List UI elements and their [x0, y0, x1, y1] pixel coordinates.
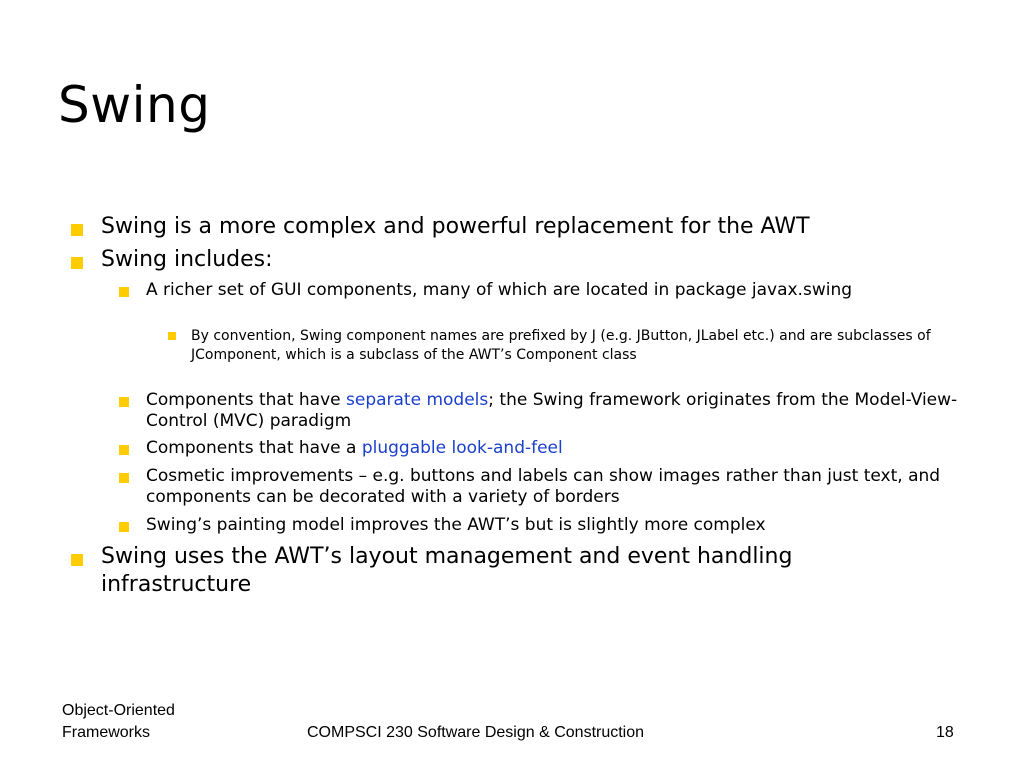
- footer-course-topic: Object-Oriented Frameworks: [62, 702, 175, 741]
- bullet-marker: [119, 522, 129, 532]
- bullet-marker: [119, 473, 129, 483]
- bullet-marker: [71, 554, 83, 566]
- sub-bullet-text: Cosmetic improvements – e.g. buttons and labels can show images rather than just text, and components can be decorated with a variety of borders: [146, 466, 941, 507]
- sub-bullet-item: [146, 466, 966, 508]
- sub-bullet-item: [146, 280, 966, 301]
- sub-bullet-text-post: ; the Swing framework originates from the Model-View-Control (MVC) paradigm: [146, 390, 958, 431]
- bullet-item: [101, 246, 981, 274]
- footer-course-name: COMPSCI 230 Software Design & Construction: [307, 724, 645, 741]
- bullet-marker: [168, 332, 176, 340]
- bullet-marker: [71, 257, 83, 269]
- sub-bullet-text-pre: Components that have a: [146, 438, 362, 458]
- bullet-marker: [71, 224, 83, 236]
- bullet-text: Swing uses the AWT’s layout management and event handling infrastructure: [101, 544, 793, 597]
- bullet-item: [101, 543, 931, 599]
- bullet-text: Swing is a more complex and powerful replacement for the AWT: [101, 214, 810, 239]
- sub-sub-bullet-text: By convention, Swing component names are prefixed by J (e.g. JButton, JLabel etc.) and are subclasses of JComponent, which is a subclass of the AWT’s Component class: [191, 328, 931, 363]
- sub-sub-bullet-item: [191, 327, 951, 365]
- bullet-text: Swing includes:: [101, 247, 273, 272]
- sub-bullet-item: [146, 438, 966, 459]
- bullet-marker: [119, 445, 129, 455]
- page-number: 18: [936, 724, 954, 741]
- bullet-marker: [119, 397, 129, 407]
- sub-bullet-text: A richer set of GUI components, many of which are located in package javax.swing: [146, 280, 853, 300]
- sub-bullet-text: Swing’s painting model improves the AWT’s but is slightly more complex: [146, 515, 766, 535]
- slide-title: Swing: [58, 76, 211, 134]
- pluggable-look-and-feel-highlight: pluggable look-and-feel: [361, 438, 563, 458]
- sub-bullet-item: [146, 390, 966, 432]
- bullet-item: [101, 213, 981, 241]
- separate-models-highlight: separate models: [346, 390, 489, 410]
- sub-bullet-item: [146, 515, 966, 536]
- sub-bullet-text-pre: Components that have: [146, 390, 346, 410]
- bullet-marker: [119, 287, 129, 297]
